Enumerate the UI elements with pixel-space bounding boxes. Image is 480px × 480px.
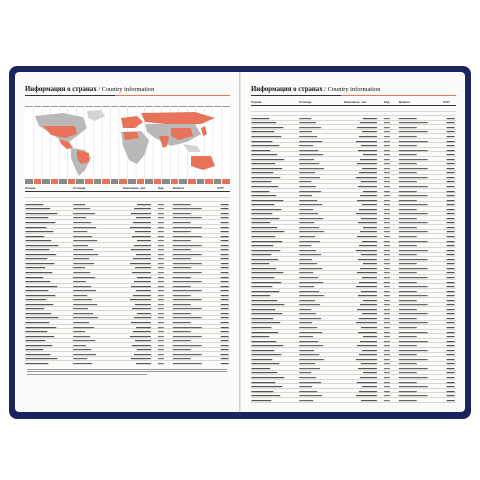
timezone-cell xyxy=(42,179,50,184)
table-row xyxy=(25,202,230,207)
timezone-cell xyxy=(102,102,110,107)
column-header-country-right: Страна xyxy=(251,100,262,104)
timezone-cell xyxy=(111,102,119,107)
table-row xyxy=(251,116,456,121)
timezone-cell xyxy=(34,179,42,184)
table-row xyxy=(251,307,456,312)
page-title-right xyxy=(251,86,380,93)
footnote-line xyxy=(27,369,227,370)
column-header-currency: Валюта xyxy=(173,186,184,190)
timezone-cell xyxy=(137,102,145,107)
timezone-cell xyxy=(205,102,213,107)
timezone-cell xyxy=(162,102,170,107)
timezone-cell xyxy=(51,102,59,107)
timezone-cell xyxy=(85,179,93,184)
timezone-cell xyxy=(171,102,179,107)
header-rule-right xyxy=(251,105,456,106)
footnote-line xyxy=(27,374,147,375)
table-row xyxy=(251,157,456,162)
column-header-code: Код xyxy=(158,186,164,190)
timezone-cell xyxy=(222,102,230,107)
table-row xyxy=(25,334,230,339)
table-row xyxy=(251,207,456,212)
table-row xyxy=(25,361,230,365)
table-row xyxy=(251,298,456,303)
table-row xyxy=(25,243,230,248)
timezone-cell xyxy=(188,102,196,107)
table-row xyxy=(251,107,456,112)
table-row xyxy=(251,357,456,362)
timezone-cell xyxy=(214,102,222,107)
table-row xyxy=(25,193,230,198)
timezone-cell xyxy=(94,102,102,107)
timezone-cell xyxy=(205,179,213,184)
timezone-cell xyxy=(51,179,59,184)
timezone-cell xyxy=(128,179,136,184)
title-rule-accent-right xyxy=(341,95,456,96)
timezone-cell xyxy=(25,179,33,184)
footnote-line xyxy=(27,371,227,372)
timezone-cell xyxy=(85,102,93,107)
timezone-cell xyxy=(188,179,196,184)
timezone-cell xyxy=(42,102,50,107)
column-header-utc: UTC* xyxy=(217,186,225,190)
timezone-cell xyxy=(94,179,102,184)
title-en-right: Country information xyxy=(327,86,381,93)
timezone-cell xyxy=(179,179,187,184)
timezone-cell xyxy=(145,102,153,107)
title-ru: Информация о странах xyxy=(25,86,97,93)
table-row xyxy=(251,166,456,171)
timezone-cell xyxy=(222,179,230,184)
timezone-cell xyxy=(119,179,127,184)
title-separator: / xyxy=(96,86,102,93)
timezone-cell xyxy=(68,179,76,184)
right-page xyxy=(241,72,465,412)
left-page xyxy=(15,72,239,412)
timezone-cell xyxy=(111,179,119,184)
title-separator-right: / xyxy=(322,86,328,93)
column-header-population-right: Население, чел. xyxy=(344,100,367,104)
timezone-cell xyxy=(197,179,205,184)
timezone-cell xyxy=(76,179,84,184)
timezone-cell xyxy=(34,102,42,107)
table-row xyxy=(25,343,230,348)
table-row xyxy=(25,252,230,257)
timezone-strip-bottom xyxy=(25,179,230,184)
country-table-right xyxy=(251,107,456,403)
column-header-utc-right: UTC* xyxy=(443,100,451,104)
timezone-cell xyxy=(154,179,162,184)
title-ru-right: Информация о странах xyxy=(251,86,323,93)
timezone-cell xyxy=(102,179,110,184)
timezone-cell xyxy=(179,102,187,107)
timezone-cell xyxy=(76,102,84,107)
timezone-cell xyxy=(171,179,179,184)
timezone-cell xyxy=(162,179,170,184)
column-header-capital: Столица xyxy=(73,186,86,190)
timezone-cell xyxy=(59,102,67,107)
timezone-cell xyxy=(214,179,222,184)
column-header-code-right: Код xyxy=(384,100,390,104)
table-row xyxy=(251,216,456,221)
timezone-cell xyxy=(154,102,162,107)
timezone-cell xyxy=(197,102,205,107)
title-en: Country information xyxy=(101,86,155,93)
page-title xyxy=(25,86,154,93)
column-header-currency-right: Валюта xyxy=(399,100,410,104)
table-row xyxy=(251,257,456,262)
table-row xyxy=(251,398,456,403)
world-timezone-map xyxy=(25,108,230,178)
table-row xyxy=(25,302,230,307)
timezone-cell xyxy=(128,102,136,107)
column-header-country: Страна xyxy=(25,186,36,190)
column-header-population: Население, чел. xyxy=(123,186,146,190)
timezone-cell xyxy=(59,179,67,184)
header-rule xyxy=(25,191,230,192)
table-row xyxy=(25,293,230,298)
timezone-cell xyxy=(145,179,153,184)
table-row xyxy=(251,348,456,353)
column-header-capital-right: Столица xyxy=(299,100,312,104)
table-row xyxy=(251,248,456,253)
country-table-left xyxy=(25,193,230,365)
timezone-cell xyxy=(137,179,145,184)
footnote xyxy=(27,367,227,376)
title-rule-accent xyxy=(115,95,230,96)
timezone-cell xyxy=(68,102,76,107)
timezone-cell xyxy=(25,102,33,107)
timezone-strip-top xyxy=(25,102,230,107)
timezone-cell xyxy=(119,102,127,107)
